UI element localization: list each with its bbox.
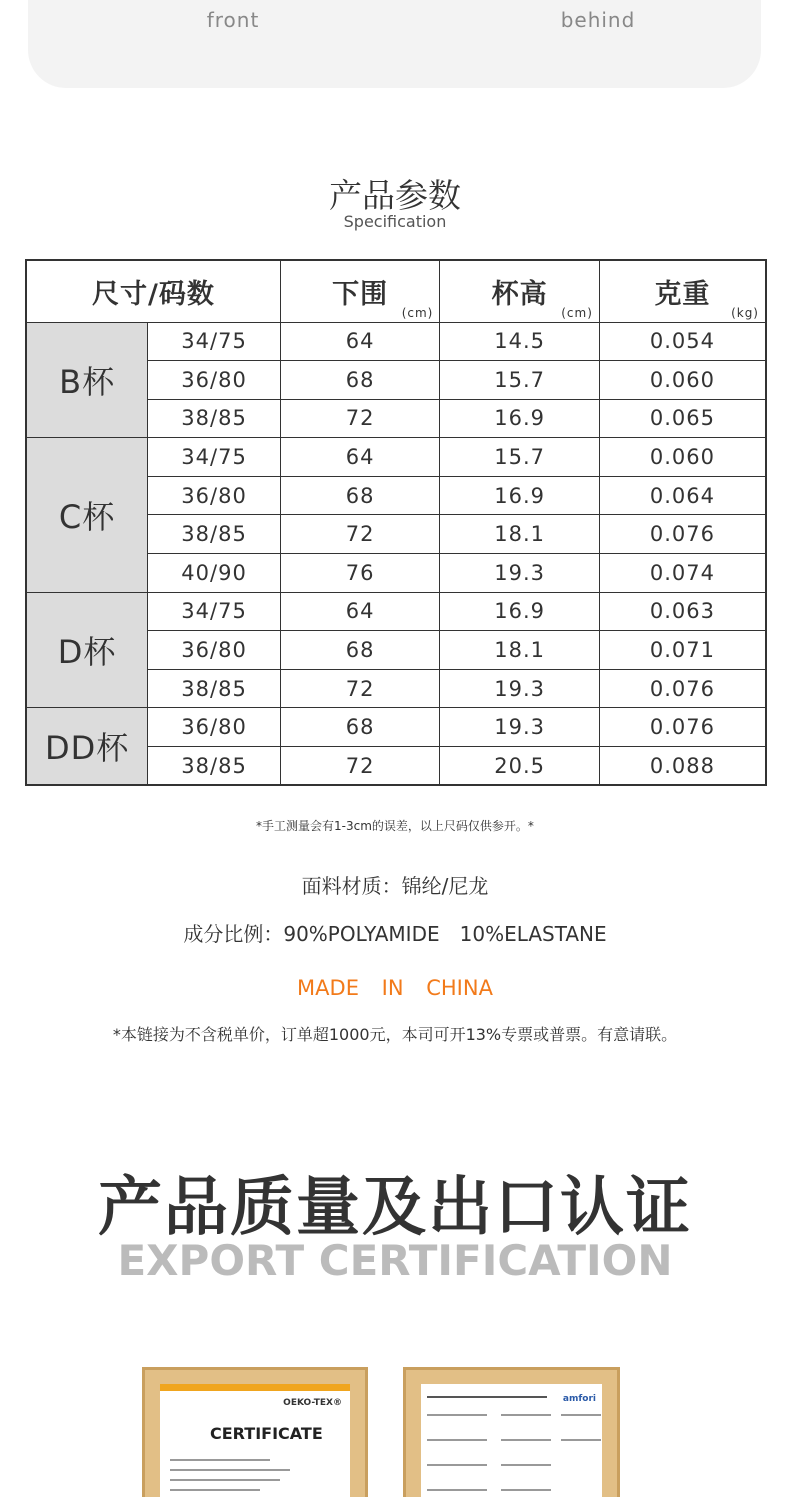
weight-cell: 0.065: [599, 399, 766, 438]
behind-en-label: behind: [560, 8, 636, 32]
front-en-label: front: [206, 8, 260, 32]
size-cell: 34/75: [148, 438, 281, 477]
cup-height-cell: 18.1: [440, 515, 600, 554]
front-view-label: [158, 0, 308, 32]
cup-size-cell: DD杯: [26, 708, 148, 785]
view-labels-card: [28, 0, 761, 88]
size-cell: 38/85: [148, 747, 281, 786]
band-cell: 72: [280, 399, 439, 438]
weight-cell: 0.076: [599, 708, 766, 747]
oeko-tex-certificate-image: [142, 1367, 368, 1497]
weight-cell: 0.088: [599, 747, 766, 786]
cup-size-cell: D杯: [26, 592, 148, 708]
size-cell: 38/85: [148, 669, 281, 708]
weight-cell: 0.071: [599, 631, 766, 670]
weight-cell: 0.060: [599, 361, 766, 400]
weight-cell: 0.064: [599, 476, 766, 515]
behind-view-label: [523, 0, 673, 32]
band-cell: 68: [280, 708, 439, 747]
band-cell: 72: [280, 747, 439, 786]
table-header-row: [26, 260, 766, 322]
size-cell: 34/75: [148, 592, 281, 631]
cup-height-cell: 15.7: [440, 361, 600, 400]
header-weight: 克重 (kg): [599, 260, 766, 322]
band-cell: 72: [280, 515, 439, 554]
cup-height-cell: 20.5: [440, 747, 600, 786]
cup-height-cell: 19.3: [440, 554, 600, 593]
certification-title: 产品质量及出口认证: [98, 1171, 692, 1245]
cup-height-cell: 16.9: [440, 476, 600, 515]
header-band: 下围 (cm): [280, 260, 439, 322]
spec-subtitle: Specification: [343, 212, 447, 231]
size-cell: 36/80: [148, 631, 281, 670]
band-cell: 76: [280, 554, 439, 593]
weight-cell: 0.074: [599, 554, 766, 593]
oeko-tex-logo: OEKO-TEX®: [283, 1398, 342, 1408]
band-cell: 64: [280, 592, 439, 631]
weight-cell: 0.063: [599, 592, 766, 631]
measurement-note: *手工测量会有1-3cm的误差，以上尺码仅供参开。*: [256, 819, 534, 833]
amfori-logo: amfori: [562, 1394, 596, 1404]
size-cell: 38/85: [148, 515, 281, 554]
band-cell: 64: [280, 438, 439, 477]
certification-subtitle: EXPORT CERTIFICATION: [117, 1236, 673, 1285]
size-cell: 36/80: [148, 476, 281, 515]
weight-cell: 0.076: [599, 669, 766, 708]
table-row: [26, 592, 766, 631]
size-cell: 38/85: [148, 399, 281, 438]
size-spec-table: [25, 259, 767, 786]
tax-note: *本链接为不含税单价，订单超1000元，本司可开13%专票或普票。有意请联。: [112, 1025, 678, 1044]
fabric-material: 面料材质：锦纶/尼龙: [301, 874, 489, 898]
fabric-composition: 成分比例：90%POLYAMIDE 10%ELASTANE: [183, 922, 607, 946]
cup-height-cell: 18.1: [440, 631, 600, 670]
table-row: [26, 438, 766, 477]
size-cell: 36/80: [148, 708, 281, 747]
band-cell: 68: [280, 476, 439, 515]
cup-size-cell: B杯: [26, 322, 148, 438]
made-in-china: MADE IN CHINA: [297, 976, 493, 1000]
size-cell: 34/75: [148, 322, 281, 361]
cup-height-cell: 14.5: [440, 322, 600, 361]
cup-height-cell: 15.7: [440, 438, 600, 477]
band-cell: 64: [280, 322, 439, 361]
size-cell: 36/80: [148, 361, 281, 400]
cup-height-cell: 16.9: [440, 592, 600, 631]
band-cell: 68: [280, 631, 439, 670]
weight-cell: 0.054: [599, 322, 766, 361]
header-size: 尺寸/码数: [26, 260, 280, 322]
cup-size-cell: C杯: [26, 438, 148, 592]
band-cell: 68: [280, 361, 439, 400]
certificate-word: CERTIFICATE: [210, 1424, 323, 1443]
size-cell: 40/90: [148, 554, 281, 593]
amfori-report-image: [403, 1367, 620, 1497]
band-cell: 72: [280, 669, 439, 708]
cup-height-cell: 16.9: [440, 399, 600, 438]
table-row: [26, 322, 766, 361]
weight-cell: 0.060: [599, 438, 766, 477]
spec-title: 产品参数: [329, 176, 461, 215]
weight-cell: 0.076: [599, 515, 766, 554]
cup-height-cell: 19.3: [440, 708, 600, 747]
table-row: [26, 708, 766, 747]
cup-height-cell: 19.3: [440, 669, 600, 708]
header-cup-height: 杯高 (cm): [440, 260, 600, 322]
